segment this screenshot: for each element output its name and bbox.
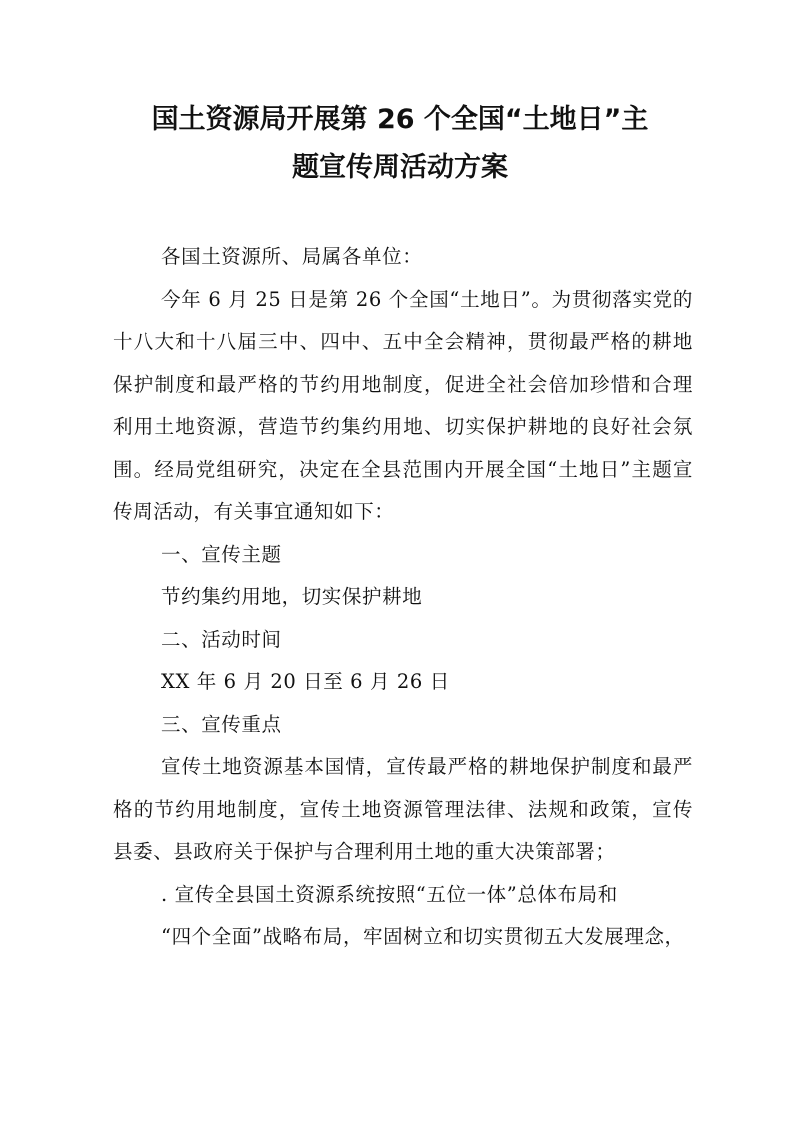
intro-paragraph: 今年 6 月 25 日是第 26 个全国“土地日”。为贯彻落实党的十八大和十八届三中、四中、五中全会精神，贯彻最严格的耕地保护制度和最严格的节约用地制度，促进全社会倍加珍惜和合理利用土地资源，营造节约集约用地、切实保护耕地的良好社会氛围。经局党组研究，决定在全县范围内开展全国“土地日”主题宣传周活动，有关事宜通知如下： (113, 287, 693, 523)
time-text: XX 年 6 月 20 日至 6 月 26 日 (161, 670, 450, 693)
section-heading-focus: 三、宣传重点 (161, 712, 282, 736)
section-heading-theme: 一、宣传主题 (161, 542, 282, 566)
theme-text: 节约集约用地，切实保护耕地 (161, 585, 423, 608)
focus-item-line: . 宣传全县国土资源系统按照“五位一体”总体布局和 (161, 882, 618, 906)
salutation: 各国土资源所、局属各单位： (161, 245, 423, 268)
title-line-1: 国土资源局开展第 26 个全国“土地日”主 (151, 104, 649, 135)
focus-paragraph: 宣传土地资源基本国情，宣传最严格的耕地保护制度和最严格的节约用地制度，宣传土地资源管理法律、法规和政策，宣传县委、县政府关于保护与合理利用土地的重大决策部署； (113, 755, 693, 863)
document-body (113, 236, 693, 959)
document-title (110, 96, 690, 192)
section-heading-time: 二、活动时间 (161, 627, 282, 651)
focus-item-continuation: “四个全面”战略布局，牢固树立和切实贯彻五大发展理念， (161, 925, 685, 948)
title-line-2: 题宣传周活动方案 (292, 152, 508, 183)
